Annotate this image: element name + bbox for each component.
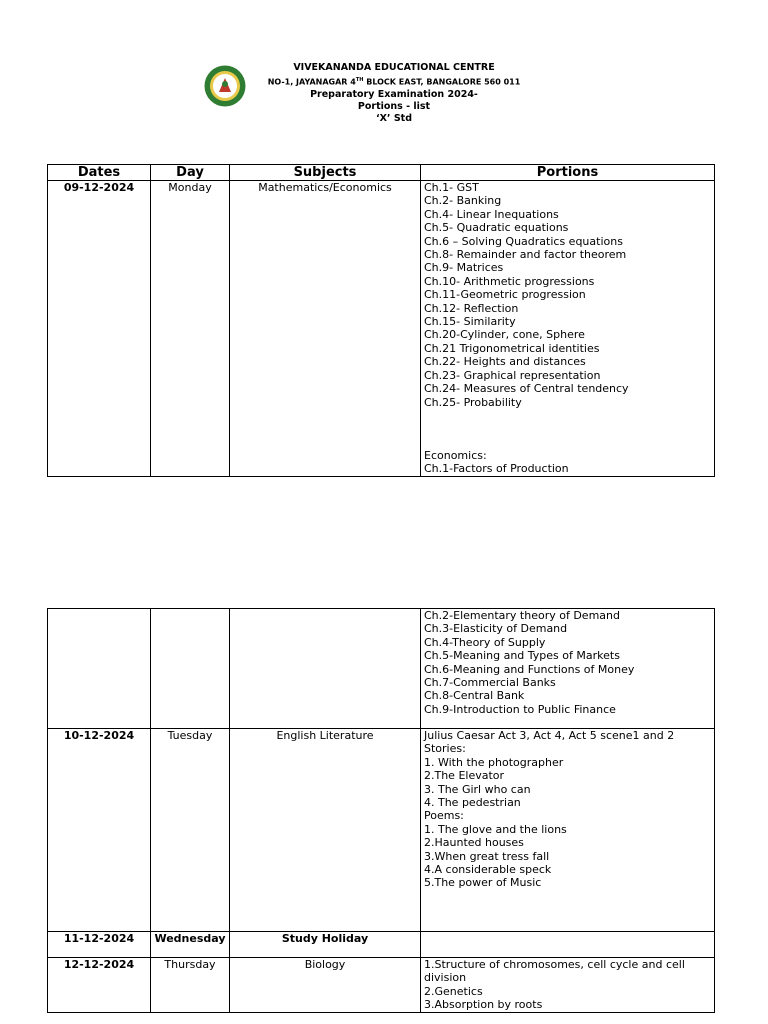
portion-item: Ch.15- Similarity — [424, 315, 516, 329]
row-date: 12-12-2024 — [48, 958, 151, 1013]
portion-item: 2.The Elevator — [424, 769, 505, 783]
portion-item: Ch.9- Matrices — [424, 261, 504, 275]
school-name: VIVEKANANDA EDUCATIONAL CENTRE — [293, 62, 495, 73]
table-header-row — [48, 165, 715, 181]
std-title: ‘X’ Std — [375, 112, 413, 124]
portion-item: Ch.3-Elasticity of Demand — [424, 622, 568, 636]
school-address: NO-1, JAYANAGAR 4TH BLOCK EAST, BANGALORE 560 011 — [267, 77, 521, 87]
spacer — [424, 409, 711, 449]
row-day: Wednesday — [151, 932, 230, 958]
table-row — [48, 181, 715, 477]
portion-item: Ch.4-Theory of Supply — [424, 635, 546, 649]
document-header — [0, 62, 768, 125]
portions-table-continued — [47, 608, 715, 1013]
portion-item: Ch.4- Linear Inequations — [424, 207, 559, 221]
portion-item: Ch.24- Measures of Central tendency — [424, 382, 629, 396]
portion-item: 3. The Girl who can — [424, 782, 531, 796]
portion-item: Ch.23- Graphical representation — [424, 368, 601, 382]
row-portions — [421, 958, 715, 1013]
row-date: 10-12-2024 — [48, 729, 151, 932]
economics-label: Economics: — [424, 448, 487, 462]
portion-item: Ch.20-Cylinder, cone, Sphere — [424, 328, 585, 342]
row-day: Tuesday — [151, 729, 230, 932]
table-row — [48, 729, 715, 932]
portion-item: 2.Haunted houses — [424, 836, 524, 850]
portion-item: Ch.8-Central Bank — [424, 689, 525, 703]
portion-item: Ch.2-Elementary theory of Demand — [424, 609, 620, 622]
portion-item: Ch.21 Trigonometrical identities — [424, 341, 600, 355]
table-row — [48, 958, 715, 1013]
row-day: Monday — [151, 181, 230, 477]
portion-item: Ch.2- Banking — [424, 194, 502, 208]
row-day-empty — [151, 609, 230, 729]
portion-item: Ch.8- Remainder and factor theorem — [424, 248, 627, 262]
portions-table — [47, 164, 715, 477]
portion-item: Stories: — [424, 742, 466, 756]
col-header-dates: Dates — [48, 165, 151, 181]
col-header-day: Day — [151, 165, 230, 181]
portion-item: 3.When great tress fall — [424, 849, 550, 863]
portion-item: Ch.6 – Solving Quadratics equations — [424, 234, 623, 248]
row-portions — [421, 181, 715, 477]
portion-item: Ch.1- GST — [424, 181, 479, 194]
portion-item: Ch.6-Meaning and Functions of Money — [424, 662, 635, 676]
col-header-portions: Portions — [421, 165, 715, 181]
portion-item: 2.Genetics — [424, 984, 483, 998]
portion-item: Poems: — [424, 809, 464, 823]
portion-item: 3.Absorption by roots — [424, 998, 543, 1012]
row-subject: English Literature — [230, 729, 421, 932]
portion-item: Ch.7-Commercial Banks — [424, 676, 556, 690]
portion-item: Ch.5- Quadratic equations — [424, 221, 569, 235]
portion-item: Julius Caesar Act 3, Act 4, Act 5 scene1 and 2 — [424, 729, 675, 742]
portion-item: 1. The glove and the lions — [424, 822, 567, 836]
row-date-empty — [48, 609, 151, 729]
row-subject: Biology — [230, 958, 421, 1013]
portion-item: 1. With the photographer — [424, 755, 564, 769]
table-row — [48, 932, 715, 958]
portion-item: Ch.25- Probability — [424, 395, 522, 409]
table-row — [48, 609, 715, 729]
row-subject-empty — [230, 609, 421, 729]
row-day: Thursday — [151, 958, 230, 1013]
portion-item: 4. The pedestrian — [424, 796, 521, 810]
portion-item: Ch.11-Geometric progression — [424, 288, 586, 302]
portion-item: Ch.22- Heights and distances — [424, 355, 586, 369]
col-header-subjects: Subjects — [230, 165, 421, 181]
row-subject: Mathematics/Economics — [230, 181, 421, 477]
portion-item: Ch.9-Introduction to Public Finance — [424, 702, 616, 716]
row-portions — [421, 729, 715, 932]
list-title: Portions - list — [357, 100, 431, 112]
portion-item: Ch.12- Reflection — [424, 301, 519, 315]
portion-item: 5.The power of Music — [424, 876, 542, 890]
portion-item: 1.Structure of chromosomes, cell cycle and cell division — [424, 958, 685, 985]
portion-item: Ch.10- Arithmetic progressions — [424, 274, 595, 288]
row-portions — [421, 609, 715, 729]
portion-item: 4.A considerable speck — [424, 863, 552, 877]
row-date: 09-12-2024 — [48, 181, 151, 477]
row-date: 11-12-2024 — [48, 932, 151, 958]
portion-item: Ch.1-Factors of Production — [424, 462, 569, 476]
exam-title: Preparatory Examination 2024- — [310, 88, 478, 100]
address-sup: TH — [355, 77, 364, 83]
portion-item: Ch.5-Meaning and Types of Markets — [424, 649, 620, 663]
row-portions-empty — [421, 932, 715, 958]
row-subject: Study Holiday — [230, 932, 421, 958]
